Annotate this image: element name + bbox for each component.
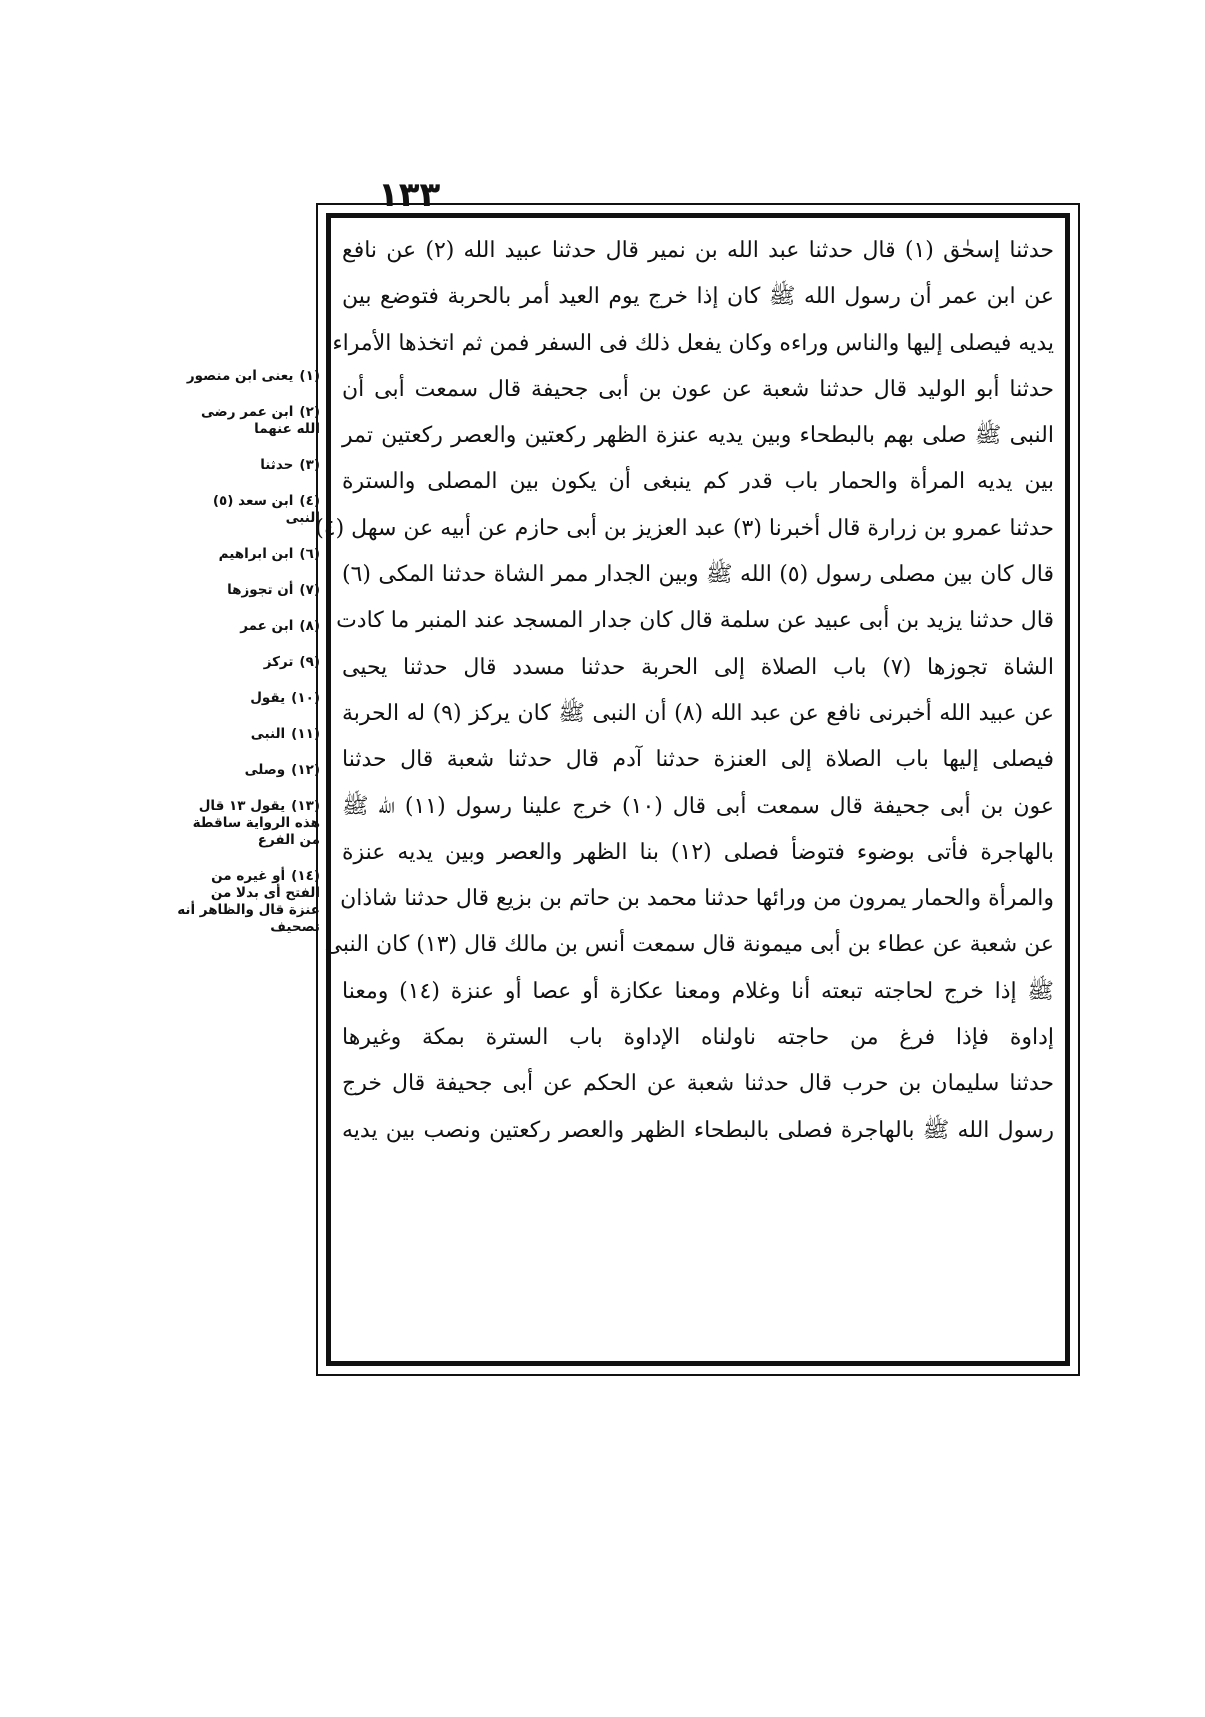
- margin-notes: [176, 368, 320, 955]
- text-line: رسول الله ﷺ بالهاجرة فصلى بالبطحاء الظهر والعصر ركعتين ونصب بين يديه: [342, 1117, 1054, 1143]
- note-text: يقول ١٣ قال هذه الرواية ساقطة من الفرع: [192, 798, 320, 848]
- note-text: يقول: [250, 690, 286, 706]
- margin-note: [176, 457, 320, 474]
- note-number: (٩): [299, 654, 320, 670]
- margin-note: [176, 493, 320, 527]
- margin-note: [176, 368, 320, 385]
- text-line: عن شعبة عن عطاء بن أبى ميمونة قال سمعت أنس بن مالك قال (١٣) كان النبى: [324, 932, 1054, 958]
- note-text: ابن عمر رضى الله عنهما: [201, 404, 320, 437]
- note-number: (١١): [291, 726, 320, 742]
- note-text: وصلى: [244, 762, 286, 778]
- note-text: يعنى ابن منصور: [186, 368, 294, 384]
- note-number: (٦): [299, 546, 320, 562]
- note-text: النبى: [250, 726, 286, 742]
- text-line: حدثنا أبو الوليد قال حدثنا شعبة عن عون بن أبى جحيفة قال سمعت أبى أن: [342, 376, 1054, 402]
- text-line: قال حدثنا يزيد بن أبى عبيد عن سلمة قال كان جدار المسجد عند المنبر ما كادت: [336, 608, 1054, 634]
- page-number: ١٣٣: [378, 175, 441, 215]
- note-number: (١٣): [291, 798, 320, 814]
- note-number: (٤): [299, 493, 320, 509]
- margin-note: [176, 868, 320, 936]
- margin-note: [176, 404, 320, 438]
- note-number: (١٠): [291, 690, 320, 706]
- text-line: إداوة فإذا فرغ من حاجته ناولناه الإداوة باب السترة بمكة وغيرها: [342, 1025, 1054, 1051]
- text-line: بين يديه المرأة والحمار باب قدر كم ينبغى أن يكون بين المصلى والسترة: [342, 469, 1054, 495]
- note-text: أن تجوزها: [227, 582, 294, 598]
- text-line: عون بن أبى جحيفة قال سمعت أبى قال (١٠) خرج علينا رسول (١١) الله ﷺ: [342, 793, 1054, 819]
- text-line: الشاة تجوزها (٧) باب الصلاة إلى الحربة حدثنا مسدد قال حدثنا يحيى: [342, 654, 1054, 680]
- margin-note: [176, 546, 320, 563]
- note-text: حدثنا: [260, 457, 294, 473]
- note-text: أو غيره من الفتح أى بدلا من عنزة قال والظاهر أنه تصحيف: [177, 868, 320, 935]
- note-number: (٧): [299, 582, 320, 598]
- text-line: حدثنا إسحٰق (١) قال حدثنا عبد الله بن نمير قال حدثنا عبيد الله (٢) عن نافع: [342, 238, 1054, 263]
- main-text-block: [315, 228, 1055, 1358]
- text-line: والمرأة والحمار يمرون من ورائها حدثنا محمد بن حاتم بن بزيع قال حدثنا شاذان: [340, 886, 1054, 912]
- note-number: (٢): [299, 404, 320, 420]
- margin-note: [176, 654, 320, 671]
- text-line: النبى ﷺ صلى بهم بالبطحاء وبين يديه عنزة الظهر ركعتين والعصر ركعتين تمر: [342, 423, 1054, 449]
- text-line: قال كان بين مصلى رسول (٥) الله ﷺ وبين الجدار ممر الشاة حدثنا المكى (٦): [342, 562, 1055, 588]
- text-line: حدثنا سليمان بن حرب قال حدثنا شعبة عن الحكم عن أبى جحيفة قال خرج: [342, 1071, 1054, 1097]
- note-number: (٣): [299, 457, 320, 473]
- text-line: يديه فيصلى إليها والناس وراءه وكان يفعل ذلك فى السفر فمن ثم اتخذها الأمراء: [332, 330, 1054, 356]
- text-line: بالهاجرة فأتى بوضوء فتوضأ فصلى (١٢) بنا الظهر والعصر وبين يديه عنزة: [342, 839, 1054, 865]
- note-text: ابن عمر: [240, 618, 294, 634]
- note-number: (٨): [299, 618, 320, 634]
- text-line: عن عبيد الله أخبرنى نافع عن عبد الله (٨) أن النبى ﷺ كان يركز (٩) له الحربة: [342, 700, 1054, 726]
- note-text: تركز: [263, 654, 294, 670]
- margin-note: [176, 762, 320, 779]
- note-number: (١٢): [291, 762, 320, 778]
- margin-note: [176, 618, 320, 635]
- margin-note: [176, 798, 320, 849]
- text-line: ﷺ إذا خرج لحاجته تبعته أنا وغلام ومعنا عكازة أو عصا أو عنزة (١٤) ومعنا: [342, 978, 1054, 1004]
- text-line: عن ابن عمر أن رسول الله ﷺ كان إذا خرج يوم العيد أمر بالحربة فتوضع بين: [342, 284, 1054, 310]
- note-number: (١٤): [291, 868, 320, 884]
- margin-note: [176, 582, 320, 599]
- text-line: فيصلى إليها باب الصلاة إلى العنزة حدثنا آدم قال حدثنا شعبة قال حدثنا: [342, 747, 1054, 773]
- margin-note: [176, 726, 320, 743]
- margin-note: [176, 690, 320, 707]
- note-text: ابن ابراهيم: [218, 546, 294, 562]
- note-text: ابن سعد (٥) النبى: [212, 493, 320, 526]
- text-line: حدثنا عمرو بن زرارة قال أخبرنا (٣) عبد العزيز بن أبى حازم عن أبيه عن سهل (٤): [315, 515, 1054, 541]
- note-number: (١): [299, 368, 320, 384]
